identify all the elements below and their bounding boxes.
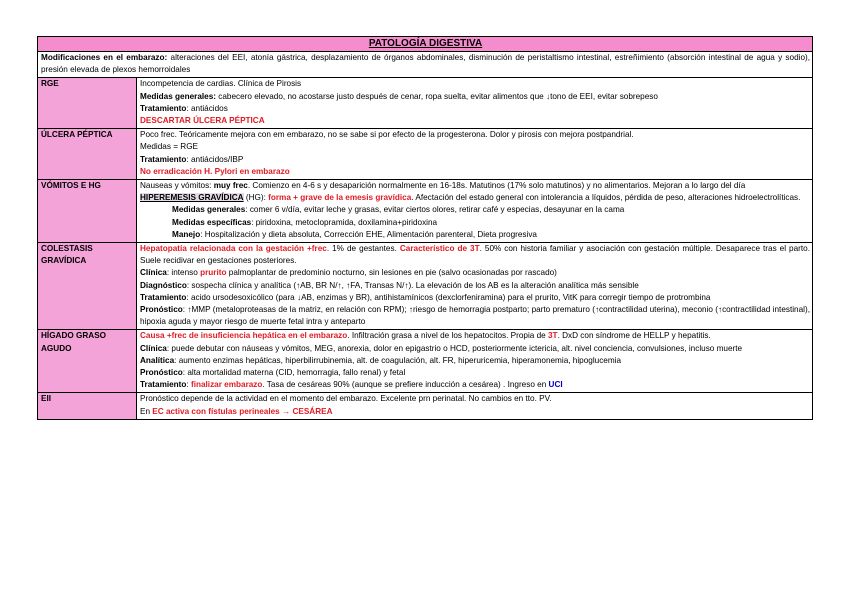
colestasis-line-1 (140, 243, 810, 267)
vomitos-line-3 (140, 204, 810, 216)
vomitos-l4-label: Medidas específicas (172, 217, 252, 227)
ulcera-content (137, 129, 813, 180)
ulcera-treatment-label: Tratamiento (140, 154, 187, 164)
higado-l1-c: 3T (548, 331, 558, 341)
colestasis-line-4 (140, 292, 810, 304)
higado-l1-b: . Infiltración grasa a nivel de los hepatocitos. Propia de (347, 331, 548, 341)
vomitos-l2-c: forma + grave de la emesis gravídica (268, 193, 412, 203)
eii-label: EII (38, 393, 137, 419)
ulcera-line-2: Medidas = RGE (140, 142, 199, 152)
rge-measures-label: Medidas generales: (140, 91, 216, 101)
vomitos-l1-c: . Comienzo en 4-6 s y desaparición normalmente en 16-18s. Matutinos (17% solo matutinos) y no alimentarios. Mejoran a lo largo del día (247, 181, 746, 191)
rge-treatment-label: Tratamiento (140, 103, 187, 113)
colestasis-row (38, 243, 813, 330)
colestasis-l2-label: Clínica (140, 268, 167, 278)
higado-label: HÍGADO GRASO AGUDO (38, 330, 137, 393)
higado-line-2 (140, 343, 810, 355)
higado-l5-d: UCI (548, 380, 563, 390)
vomitos-content (137, 180, 813, 243)
colestasis-l3-label: Diagnóstico (140, 280, 187, 290)
colestasis-l5-text: : ↑MMP (metaloproteasas de la matriz, en relación con RPM); ↑riesgo de hemorragia postparto; parto prematuro (↑contractilidad uterina), meconio (↑contractilidad intestinal), hipoxia aguda y mayor riesgo de muerte fetal intra y anteparto (140, 305, 810, 327)
vomitos-l5-label: Manejo (172, 229, 201, 239)
vomitos-label: VÓMITOS E HG (38, 180, 137, 243)
eii-l2-b: EC activa con fístulas perineales → CESÁREA (152, 406, 333, 416)
rge-row (38, 78, 813, 129)
rge-line-1: Incompetencia de cardias. Clínica de Pirosis (140, 79, 302, 89)
higado-line-3 (140, 355, 810, 367)
ulcera-line-3 (140, 154, 810, 166)
eii-l2-a: En (140, 406, 153, 416)
title-row (38, 37, 813, 52)
vomitos-l1-a: Nauseas y vómitos: (140, 181, 214, 191)
higado-l5-b: finalizar embarazo (190, 380, 263, 390)
eii-row (38, 393, 813, 419)
colestasis-l4-label: Tratamiento (140, 292, 187, 302)
vomitos-l3-label: Medidas generales (172, 205, 246, 215)
ulcera-treatment-text: : antiácidos/IBP (186, 154, 244, 164)
higado-l2-label: Clínica (140, 343, 167, 353)
vomitos-line-2 (140, 192, 810, 204)
ulcera-row (38, 129, 813, 180)
rge-treatment-text: : antiácidos (186, 103, 228, 113)
vomitos-l4-text: : piridoxina, metoclopramida, doxilamina+piridoxina (251, 217, 438, 227)
intro-label: Modificaciones en el embarazo: (41, 53, 168, 62)
higado-line-4 (140, 367, 810, 379)
colestasis-line-2 (140, 267, 810, 279)
vomitos-line-5 (140, 229, 810, 241)
higado-l1-a: Causa +frec de insuficiencia hepática en el embarazo (140, 331, 348, 341)
rge-label: RGE (38, 78, 137, 129)
higado-l4-text: : alta mortalidad materna (CID, hemorragia, fallo renal) y fetal (182, 368, 406, 378)
colestasis-l2-b: prurito (200, 268, 227, 278)
rge-measures-text: cabecero elevado, no acostarse justo después de cenar, ropa suelta, evitar alimentos que ↓tono de EEI, evitar sobrepeso (216, 91, 658, 101)
colestasis-l1-b: . 1% de gestantes. (326, 244, 400, 254)
higado-content (137, 330, 813, 393)
vomitos-l2-b: (HG): (243, 193, 269, 203)
higado-l5-c: . Tasa de cesáreas 90% (aunque se prefiere inducción a cesárea) . Ingreso en (262, 380, 549, 390)
vomitos-l5-text: : Hospitalización y dieta absoluta, Corrección EHE, Alimentación parenteral, Dieta progresiva (200, 229, 537, 239)
rge-line-2 (140, 91, 810, 103)
ulcera-line-4: No erradicación H. Pylori en embarazo (140, 166, 290, 176)
higado-line-1 (140, 330, 810, 342)
vomitos-l2-d: . Afectación del estado general con intolerancia a líquidos, pérdida de peso, alteraciones hidroelectrolíticas. (411, 193, 801, 203)
higado-l4-label: Pronóstico (140, 368, 183, 378)
higado-l5-label: Tratamiento (140, 380, 187, 390)
intro-row (38, 52, 813, 78)
eii-content (137, 393, 813, 419)
eii-line-2 (140, 406, 810, 418)
intro-text: alteraciones del EEI, atonía gástrica, desplazamiento de órganos abdominales, disminución de peristaltismo intestinal, estreñimiento (absorción intestinal de agua y sodio), presión elevada de plexos hemorroidales (41, 53, 810, 75)
ulcera-label: ÚLCERA PÉPTICA (38, 129, 137, 180)
higado-l2-text: : puede debutar con náuseas y vómitos, MEG, anorexia, dolor en epigastrio o HCD, posteriormente ictericia, alt. nivel conciencia, convulsiones, incluso muerte (166, 343, 743, 353)
intro-cell (38, 52, 813, 78)
vomitos-line-1 (140, 180, 810, 192)
rge-line-4: DESCARTAR ÚLCERA PÉPTICA (140, 116, 265, 126)
colestasis-l1-c: Característico de 3T (399, 244, 480, 254)
colestasis-l3-text: : sospecha clínica y analítica (↑AB, BR N/↑, ↑FA, Transas N/↑). La elevación de los AB es la alteración analítica más sensible (186, 280, 639, 290)
rge-content (137, 78, 813, 129)
colestasis-l4-text: : acido ursodesoxicólico (para ↓AB, enzimas y BR), antihistamínicos (dexclorfeniramina) para el prurito, VitK para corregir tiempo de protrombina (186, 292, 711, 302)
higado-l1-d: . DxD con síndrome de HELLP y hepatitis. (557, 331, 711, 341)
rge-line-3 (140, 103, 810, 115)
colestasis-l5-label: Pronóstico (140, 305, 183, 315)
ulcera-line-1: Poco frec. Teóricamente mejora con em embarazo, no se sabe si por efecto de la progesterona. Dolor y pirosis con mejora postpandrial. (140, 130, 634, 140)
colestasis-l2-a: : intenso (166, 268, 201, 278)
vomitos-line-4 (140, 217, 810, 229)
page-title: PATOLOGÍA DIGESTIVA (38, 37, 813, 52)
higado-l3-label: Analítica (140, 355, 175, 365)
higado-line-5 (140, 379, 810, 391)
vomitos-l3-text: : comer 6 v/día, evitar leche y grasas, evitar ciertos olores, retirar café y especias, desayunar en la cama (245, 205, 625, 215)
colestasis-line-5 (140, 304, 810, 328)
hiperemesis-term: HIPEREMESIS GRAVÍDICA (140, 193, 244, 203)
higado-l5-a: : (186, 380, 191, 390)
pathology-table (37, 36, 813, 420)
colestasis-l1-d: . 50% con historia familiar y asociación con gestación múltiple. Desaparece tras el parto. Suele recidivar en gestaciones posteriores. (140, 244, 810, 266)
higado-row (38, 330, 813, 393)
colestasis-content (137, 243, 813, 330)
colestasis-l1-a: Hepatopatía relacionada con la gestación +frec (140, 244, 327, 254)
vomitos-row (38, 180, 813, 243)
higado-l3-text: : aumento enzimas hepáticas, hiperbilirrubinemia, alt. de coagulación, alt. FR, hiperuricemia, hiperamonemia, hipoglucemia (174, 355, 622, 365)
colestasis-label: COLESTASIS GRAVÍDICA (38, 243, 137, 330)
colestasis-line-3 (140, 280, 810, 292)
colestasis-l2-c: palmoplantar de predominio nocturno, sin lesiones en pie (salvo ocasionadas por rascado) (226, 268, 557, 278)
eii-line-1: Pronóstico depende de la actividad en el momento del embarazo. Excelente prn perinatal. No cambios en tto. PV. (140, 394, 552, 404)
vomitos-l1-b: muy frec (213, 181, 248, 191)
